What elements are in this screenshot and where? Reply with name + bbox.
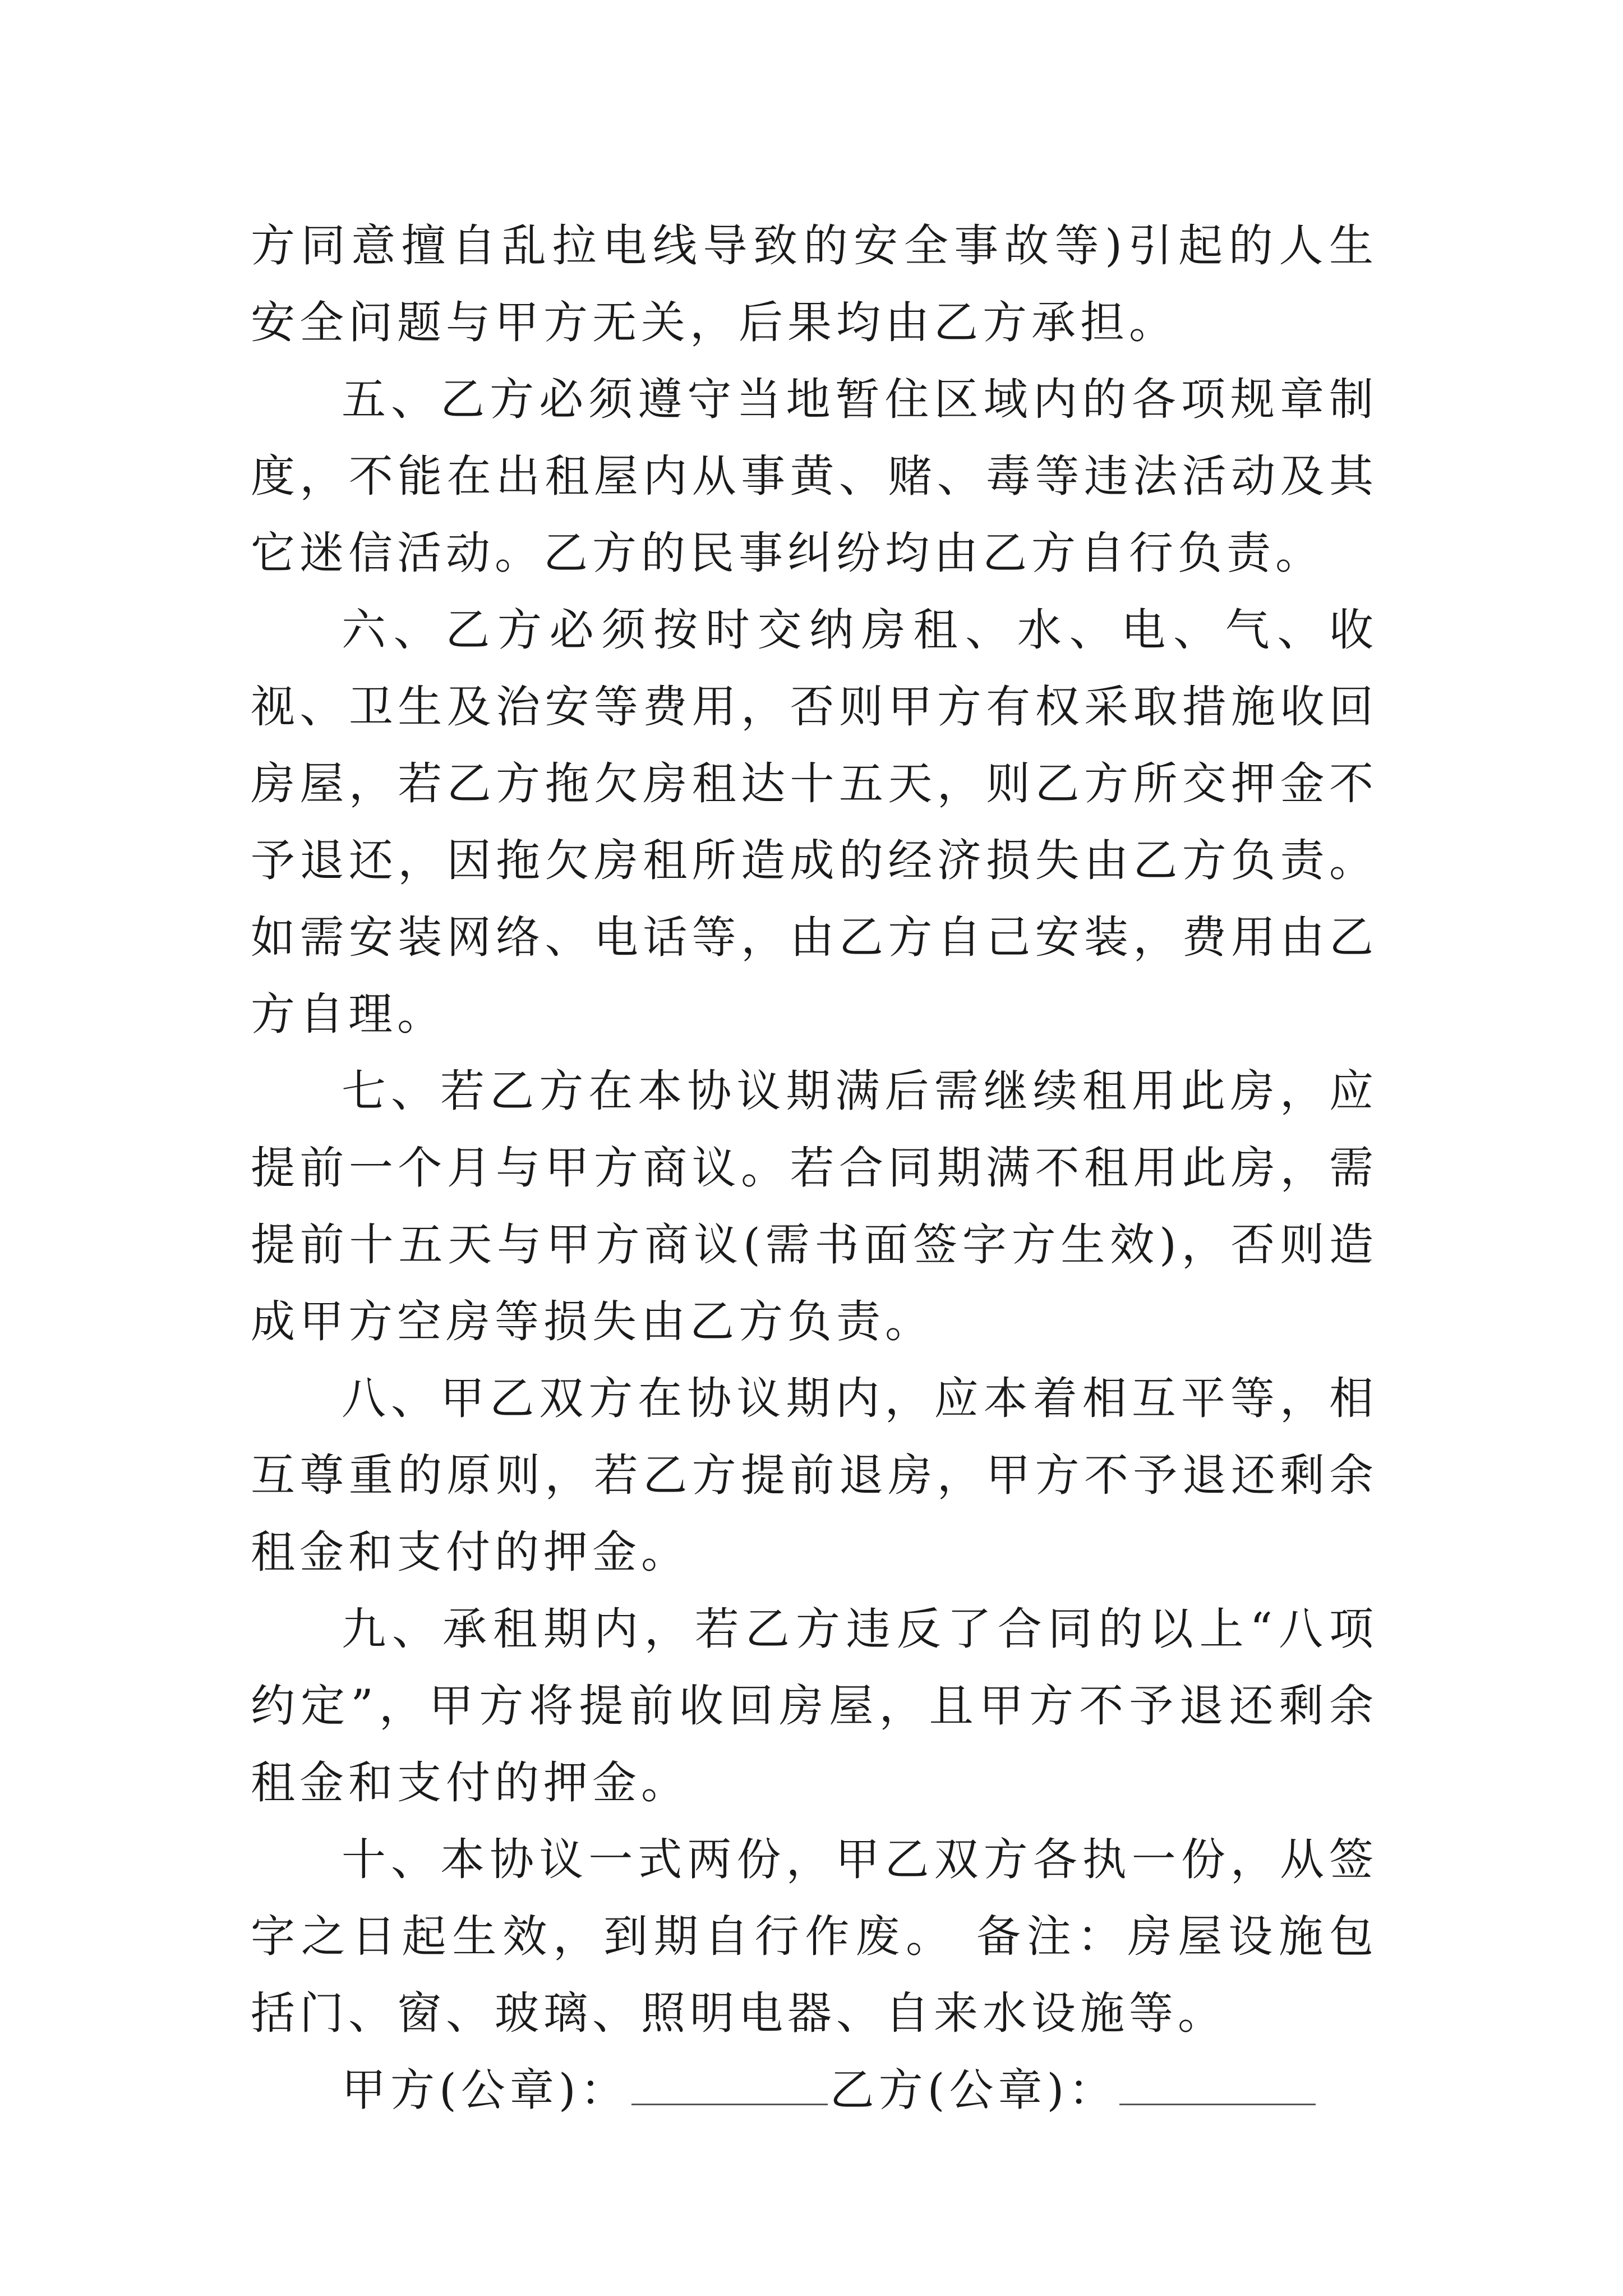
party-b-seal-label: 乙方(公章)： — [829, 2064, 1118, 2116]
paragraph-clause-9: 九、承租期内，若乙方违反了合同的以上“八项约定”，甲方将提前收回房屋，且甲方不予退还剩余租金和支付的押金。 — [251, 1603, 1378, 1809]
party-b-signature-blank — [1119, 2070, 1316, 2105]
paragraph-clause-7: 七、若乙方在本协议期满后需继续租用此房，应提前一个月与甲方商议。若合同期满不租用此房，需提前十五天与甲方商议(需书面签字方生效)，否则造成甲方空房等损失由乙方负责。 — [251, 1065, 1378, 1347]
paragraph-continuation: 方同意擅自乱拉电线导致的安全事故等)引起的人生安全问题与甲方无关，后果均由乙方承担。 — [251, 220, 1378, 348]
party-a-seal-label: 甲方(公章)： — [342, 2064, 629, 2116]
signature-line — [251, 2052, 1378, 2129]
party-a-signature-blank — [631, 2070, 828, 2105]
document-body — [251, 208, 1378, 2129]
paragraph-clause-10: 十、本协议一式两份，甲乙双方各执一份，从签字之日起生效，到期自行作废。 备注：房屋设施包括门、窗、玻璃、照明电器、自来水设施等。 — [251, 1834, 1378, 2039]
paragraph-clause-6: 六、乙方必须按时交纳房租、水、电、气、收视、卫生及治安等费用，否则甲方有权采取措施收回房屋，若乙方拖欠房租达十五天，则乙方所交押金不予退还，因拖欠房租所造成的经济损失由乙方负责。如需安装网络、电话等，由乙方自己安装，费用由乙方自理。 — [251, 604, 1378, 1040]
paragraph-clause-5: 五、乙方必须遵守当地暂住区域内的各项规章制度，不能在出租屋内从事黄、赌、毒等违法活动及其它迷信活动。乙方的民事纠纷均由乙方自行负责。 — [251, 374, 1378, 579]
paragraph-clause-8: 八、甲乙双方在协议期内，应本着相互平等，相互尊重的原则，若乙方提前退房，甲方不予退还剩余租金和支付的押金。 — [251, 1373, 1378, 1578]
